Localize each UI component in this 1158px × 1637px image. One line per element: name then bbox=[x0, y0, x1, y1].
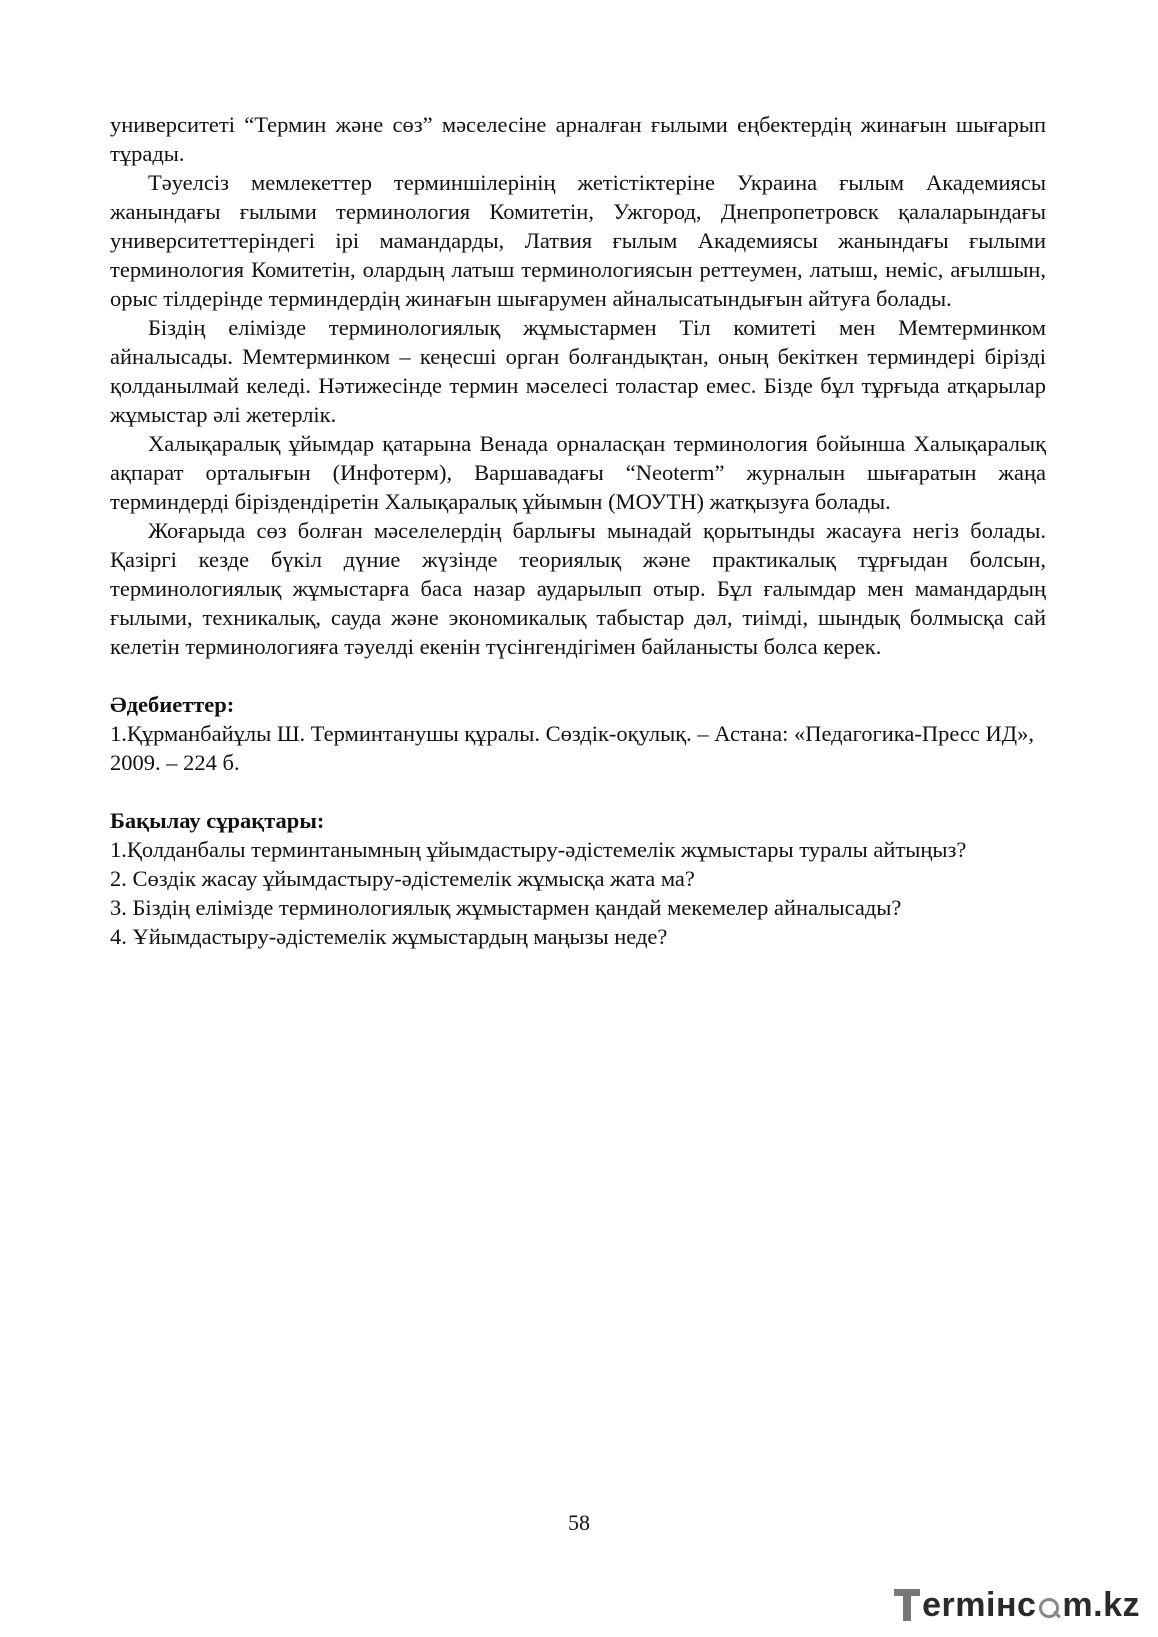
watermark-text-part2: m.kz bbox=[1062, 1585, 1140, 1624]
questions-heading: Бақылау сұрақтары: bbox=[110, 808, 325, 833]
question-item-2: 2. Сөздік жасау ұйымдастыру-әдістемелік жұмысқа жата ма? bbox=[110, 866, 695, 891]
paragraph-1: университеті “Термин және сөз” мәселесіне арналған ғылыми еңбектердің жинағын шығарып тұрады. bbox=[110, 112, 1046, 166]
question-item-1: 1.Қолданбалы терминтанымның ұйымдастыру-әдістемелік жұмыстары туралы айтыңыз? bbox=[110, 837, 967, 862]
paragraph-3: Біздің елімізде терминологиялық жұмыстармен Тіл комитеті мен Мемтерминком айналысады. Мемтерминком – кеңесші орган болғандықтан, оның бекіткен терминдері бірізді қолданылмай келеді. Нәтижесінде термин мәселесі толастар емес. Бізде бұл тұрғыда атқарылар жұмыстар әлі жетерлік. bbox=[110, 315, 1046, 427]
questions-section bbox=[110, 806, 1046, 951]
literature-item: 1.Құрманбайұлы Ш. Терминтанушы құралы. Сөздік-оқулық. – Астана: «Педагогика-Пресс ИД», 2009. – 224 б. bbox=[110, 721, 1034, 775]
watermark-text-part1: ermінc bbox=[922, 1585, 1037, 1624]
literature-heading: Әдебиеттер: bbox=[110, 692, 235, 717]
paragraph-5: Жоғарыда сөз болған мәселелердің барлығы мынадай қорытынды жасауға негіз болады. Қазіргі кезде бүкіл дүние жүзінде теориялық және практикалық тұрғыдан болсын, терминологиялық жұмыстарға баса назар аударылып отыр. Бұл ғалымдар мен мамандардың ғылыми, техникалық, сауда және экономикалық табыстар дәл, тиімді, шындық болмысқа сай келетін терминологияға тәуелді екенін түсінгендігімен байланысты болса керек. bbox=[110, 518, 1046, 659]
magnifier-icon bbox=[1037, 1590, 1061, 1620]
literature-section bbox=[110, 690, 1046, 777]
question-item-3: 3. Біздің елімізде терминологиялық жұмыстармен қандай мекемелер айналысады? bbox=[110, 895, 902, 920]
termincom-watermark bbox=[894, 1581, 1140, 1629]
logo-t-icon bbox=[894, 1587, 920, 1623]
paragraph-4: Халықаралық ұйымдар қатарына Венада орналасқан терминология бойынша Халықаралық ақпарат орталығын (Инфотерм), Варшавадағы “Neoterm” журналын шығаратын жаңа терминдерді біріздендіретін Халықаралық ұйымын (МОУТН) жатқызуға болады. bbox=[110, 431, 1046, 514]
paragraph-2: Тәуелсіз мемлекеттер терминшілерінің жетістіктеріне Украина ғылым Академиясы жанындағы ғылыми терминология Комитетін, Ужгород, Днепропетровск қалаларындағы университеттеріндегі ірі мамандарды, Латвия ғылым Академиясы жанындағы ғылыми терминология Комитетін, олардың латыш терминологиясын реттеумен, латыш, неміс, ағылшын, орыс тілдерінде терминдердің жинағын шығарумен айналысатындығын айтуға болады. bbox=[110, 170, 1046, 311]
question-item-4: 4. Ұйымдастыру-әдістемелік жұмыстардың маңызы неде? bbox=[110, 924, 668, 949]
page-number: 58 bbox=[568, 1510, 590, 1535]
main-text bbox=[110, 110, 1046, 951]
